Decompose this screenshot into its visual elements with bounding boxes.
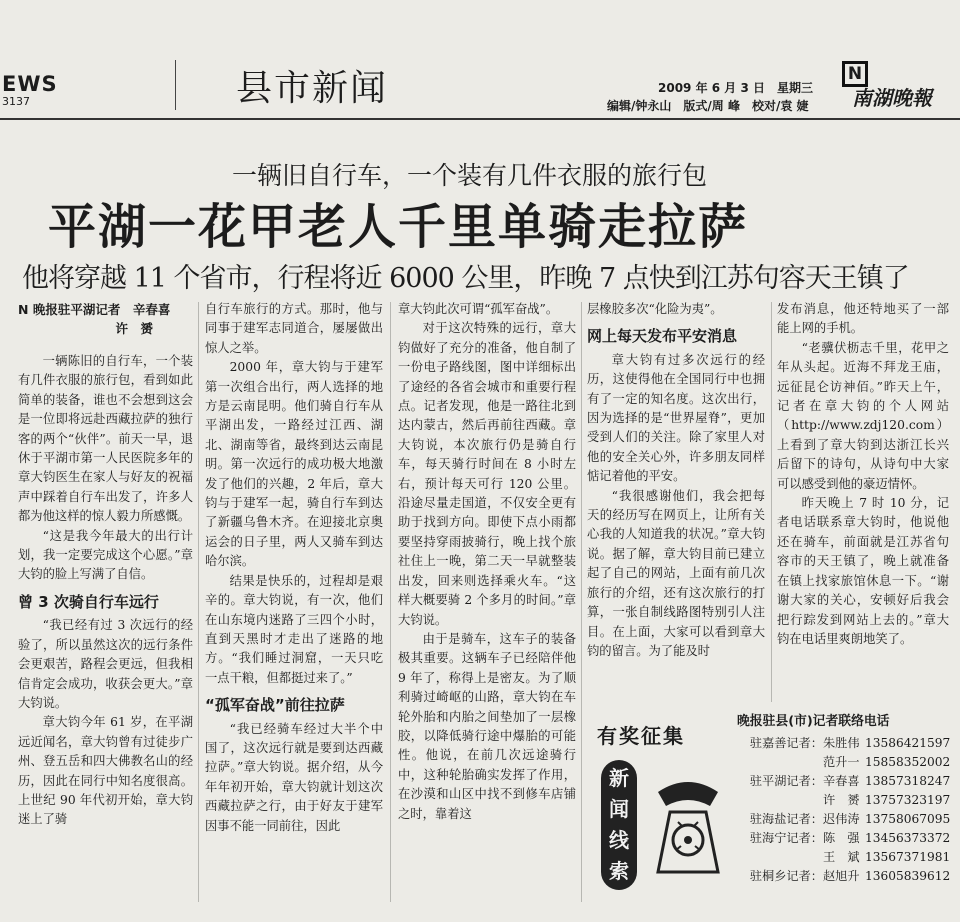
contact-row: [737, 848, 952, 867]
contact-name: 许 赟: [823, 793, 860, 807]
promo-title: 有奖征集: [597, 724, 685, 748]
contact-phone: 13586421597: [865, 736, 951, 750]
contact-name: 陈 强: [823, 831, 860, 845]
column-divider: [390, 302, 391, 902]
contact-row: [737, 867, 952, 886]
article-column-1: [18, 300, 193, 830]
paragraph: 发布消息，他还特地买了一部能上网的手机。: [777, 302, 949, 336]
paragraph: 章大钧今年 61 岁，在平湖远近闻名，章大钧曾有过徒步广州、登五岳和四大佛教名山的经历，因此在同行中知名度很高。上世纪 90 年代初开始，章大钧迷上了骑: [18, 715, 193, 827]
contact-row: [737, 829, 952, 848]
column-divider: [198, 302, 199, 902]
paragraph: “这是我今年最大的出行计划，我一定要完成这个心愿。”章大钧的脸上写满了自信。: [18, 528, 193, 582]
contact-row: [737, 810, 952, 829]
contact-phone: 13857318247: [865, 774, 951, 788]
paragraph: 结果是快乐的，过程却是艰辛的。章大钧说，有一次，他们在山东境内迷路了三四个小时，直到天黑时才走出了迷路的地方。“我们睡过洞窟，一天只吃一点干粮，但都挺过来了。”: [205, 573, 383, 685]
contact-label: 驻海盐记者：: [749, 812, 823, 826]
subheading: 曾 3 次骑自行车远行: [18, 592, 159, 611]
contact-name: 王 斌: [823, 850, 860, 864]
page-code: 3137: [2, 95, 30, 108]
contact-name: 辛春喜: [823, 774, 860, 788]
paragraph: 一辆陈旧的自行车，一个装有几件衣服的旅行包，看到如此简单的装备，谁也不会想到这会是一位即将远赴西藏拉萨的独行客的两个“伙伴”。前天一早，退休于平湖市第一人民医院多年的章大钧医生在家人与好友的祝福声中踩着自行车出发了，许多人都为他这样的惊人毅力所感慨。: [18, 354, 193, 524]
paragraph: “我已经骑车经过大半个中国了，这次远行就是要到达西藏拉萨。”章大钧说。据介绍，从今年年初开始，章大钧就计划这次西藏拉萨之行，由于好友于建军因事不能一同前往，因此: [205, 721, 383, 833]
contact-label: 驻桐乡记者：: [749, 869, 823, 883]
logo-mark: N: [842, 61, 868, 87]
paragraph: 章大钧此次可谓“孤军奋战”。: [398, 302, 559, 316]
contact-name: 赵旭升: [823, 869, 860, 883]
article-column-3: [398, 300, 576, 824]
contact-row: [737, 753, 952, 772]
paragraph: “老骥伏枥志千里，花甲之年从头起。近海不拜龙王庙，远征昆仑访神佰。”昨天上午，记者在章大钧的个人网站（http://www.zdj120.com）上看到了章大钧到达浙江长兴后留下的诗句，从诗句中大家可以感受到他的豪迈情怀。: [777, 340, 949, 491]
paragraph: 2000 年，章大钧与于建军第一次组合出行，两人选择的地方是云南昆明。他们骑自行车从平湖出发，一路经过江西、湖北、湖南等省，最终到达云南昆明。第一次远行的成功极大地激发了他们的兴趣，2 年后，章大钧与于建军一起，骑自行车到达了新疆乌鲁木齐。在迎接北京奥运会的日子里，两人又骑车到达哈尔滨。: [205, 360, 383, 569]
contact-name: 范升一: [823, 755, 860, 769]
article-column-5: [777, 300, 949, 649]
byline-reporter: N 晚报驻平湖记者 辛春喜: [18, 302, 171, 317]
reporter-contacts: [737, 712, 952, 886]
article-kicker: 一辆旧自行车，一个装有几件衣服的旅行包: [232, 161, 708, 190]
article-headline: 平湖一花甲老人千里单骑走拉萨: [48, 199, 749, 255]
contact-name: 朱胜伟: [823, 736, 860, 750]
contact-label: 驻嘉善记者：: [749, 736, 823, 750]
contact-phone: 13456373372: [865, 831, 951, 845]
article-column-4: [587, 300, 765, 661]
contact-phone: 13567371981: [865, 850, 951, 864]
news-label: EWS: [2, 72, 58, 96]
article-column-2: [205, 300, 383, 836]
article-subhead: 他将穿越 11 个省市，行程将近 6000 公里，昨晚 7 点快到江苏句容天王镇了: [22, 263, 909, 294]
contact-label: 驻海宁记者：: [749, 831, 823, 845]
contact-phone: 13757323197: [865, 793, 951, 807]
paragraph: 对于这次特殊的远行，章大钧做好了充分的准备，他自制了一份电子路线图，图中详细标出了途经的各省会城市和重要行程点。记者发现，他是一路往北到达内蒙古，然后再前往西藏。章大钧说，本次旅行仍是骑自行车，每天骑行时间在 8 小时左右，预计每天可行 120 公里。沿途尽量走国道，不仅安全更有助于找到方向。即使下点小雨都要坚持穿雨披骑行，晚上找个旅社住上一晚，第二天一早就整装出发，回来则选择乘火车。“这样大概要骑 2 个多月的时间。”章大钧说。: [398, 321, 576, 627]
contact-label: 驻平湖记者：: [749, 774, 823, 788]
byline: [18, 300, 193, 338]
header-divider: [175, 60, 176, 110]
contact-phone: 15858352002: [865, 755, 951, 769]
paragraph: “我很感谢他们，我会把每天的经历写在网页上，让所有关心我的人知道我的状况。”章大钧说。据了解，章大钧目前已建立起了自己的网站，上面有前几次旅行的介绍，还有这次旅行的打算，一张自制线路图特别引人注目。在上面，大家可以看到章大钧的留言。为了能及时: [587, 488, 765, 658]
contact-name: 迟伟涛: [823, 812, 860, 826]
contact-row: [737, 791, 952, 810]
issue-date: 2009 年 6 月 3 日 星期三: [658, 81, 813, 95]
column-divider: [771, 302, 772, 702]
column-divider: [581, 302, 582, 902]
byline-reporter-2: 许 赟: [115, 321, 153, 336]
paragraph: “我已经有过 3 次远行的经验了，所以虽然这次的远行条件会更艰苦，路程会更远，但我相信肯定会成功，收获会更大。”章大钧说。: [18, 618, 193, 710]
contact-row: [737, 734, 952, 753]
contacts-title: 晚报驻县(市)记者联络电话: [737, 714, 890, 729]
contact-phone: 13758067095: [865, 812, 951, 826]
editor-credits: 编辑/钟永山 版式/周 峰 校对/袁 婕: [607, 99, 809, 113]
telephone-icon: [648, 772, 728, 887]
paragraph: 章大钧有过多次远行的经历，这使得他在全国同行中也拥有了一定的知名度。这次出行，因为选择的是“世界屋脊”，更加受到人们的关注。除了家里人对他的安全关心外，许多朋友同样惦记着他的平安。: [587, 352, 765, 484]
paragraph: 自行车旅行的方式。那时，他与同事于建军志同道合，屡屡做出惊人之举。: [205, 302, 383, 355]
newspaper-logo: 南湖晚報: [852, 86, 932, 110]
paragraph: 层橡胶多次“化险为夷”。: [587, 302, 723, 316]
contact-row: [737, 772, 952, 791]
tip-solicitation-box: [593, 712, 733, 902]
contact-phone: 13605839612: [865, 869, 951, 883]
section-title: 县市新闻: [236, 68, 389, 109]
promo-badge: 新闻线索: [601, 760, 637, 890]
subheading: “孤军奋战”前往拉萨: [205, 696, 345, 715]
header-rule: [0, 118, 960, 120]
paragraph: 由于是骑车，这车子的装备极其重要。这辆车子已经陪伴他 9 年了，称得上是密友。为了顺利骑过崎岖的山路，章大钧在车轮外胎和内胎之间垫加了一层橡胶，以降低骑行途中爆胎的可能性。他说，在前几次远途骑行中，这种轮胎确实发挥了作用，在沙漠和山区中找不到修车店铺之时，靠着这: [398, 631, 576, 821]
subheading: 网上每天发布平安消息: [587, 327, 738, 346]
paragraph: 昨天晚上 7 时 10 分，记者电话联系章大钧时，他说他还在骑车，前面就是江苏省句容市的天王镇了，晚上就准备在镇上找家旅馆休息一下。“谢谢大家的关心，安顿好后我会把行踪发到网站上去的。”章大钧在电话里爽朗地笑了。: [777, 496, 949, 646]
